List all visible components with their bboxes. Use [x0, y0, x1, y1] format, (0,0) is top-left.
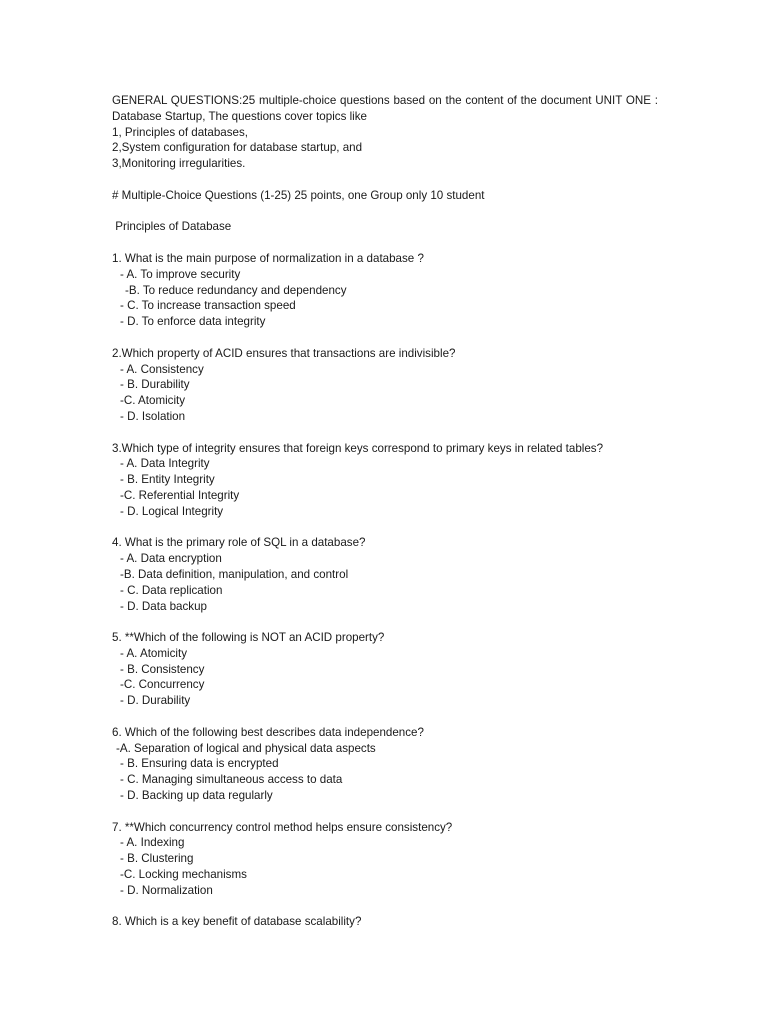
topic-item: 1, Principles of databases, [112, 125, 248, 139]
spacer [112, 330, 658, 346]
answer-option: - C. Data replication [120, 583, 223, 597]
answer-option: -A. Separation of logical and physical data aspects [116, 741, 376, 755]
answer-option: - A. Consistency [120, 362, 204, 376]
spacer [112, 614, 658, 630]
answer-option: - A. Data encryption [120, 552, 222, 566]
question-text: 5. **Which of the following is NOT an ACID property? [112, 631, 385, 645]
spacer [112, 172, 658, 188]
spacer [112, 899, 658, 915]
document-body [112, 93, 658, 930]
topic-item: 2,System configuration for database startup, and [112, 141, 363, 155]
answer-option: - A. Atomicity [120, 646, 188, 660]
answer-option: - A. Indexing [120, 836, 185, 850]
answer-option: - D. Backing up data regularly [120, 789, 273, 803]
answer-option: - D. Durability [120, 694, 191, 708]
answer-option: -C. Referential Integrity [120, 488, 240, 502]
answer-option: -C. Locking mechanisms [120, 868, 247, 882]
answer-option: - A. To improve security [120, 267, 241, 281]
topic-item: 3,Monitoring irregularities. [112, 157, 246, 171]
answer-option: - B. Clustering [120, 852, 194, 866]
question-text: 1. What is the main purpose of normalization in a database ? [112, 251, 424, 265]
answer-option: - B. Entity Integrity [120, 473, 215, 487]
intro-line-1: GENERAL QUESTIONS:25 multiple-choice questions based on the content of the document UNIT ONE : [112, 94, 658, 107]
answer-option: - C. To increase transaction speed [120, 299, 296, 313]
answer-option: - B. Consistency [120, 662, 205, 676]
question-text: 3.Which type of integrity ensures that foreign keys correspond to primary keys in related tables? [112, 441, 604, 455]
spacer [112, 804, 658, 820]
spacer [112, 425, 658, 441]
spacer [112, 235, 658, 251]
answer-option: - D. To enforce data integrity [120, 315, 266, 329]
answer-option: - D. Isolation [120, 409, 186, 423]
question-text: 6. Which of the following best describes data independence? [112, 725, 424, 739]
question-text: 8. Which is a key benefit of database scalability? [112, 915, 362, 929]
spacer [112, 709, 658, 725]
question-text: 2.Which property of ACID ensures that transactions are indivisible? [112, 346, 456, 360]
spacer [112, 520, 658, 536]
question-text: 7. **Which concurrency control method helps ensure consistency? [112, 820, 453, 834]
answer-option: - D. Logical Integrity [120, 504, 224, 518]
section-heading: # Multiple-Choice Questions (1-25) 25 points, one Group only 10 student [112, 188, 485, 202]
section-title: Principles of Database [112, 220, 232, 234]
answer-option: -C. Atomicity [120, 394, 186, 408]
answer-option: - B. Durability [120, 378, 190, 392]
answer-option: - B. Ensuring data is encrypted [120, 757, 279, 771]
answer-option: - D. Data backup [120, 599, 207, 613]
answer-option: -C. Concurrency [120, 678, 205, 692]
question-text: 4. What is the primary role of SQL in a database? [112, 536, 366, 550]
answer-option: - A. Data Integrity [120, 457, 210, 471]
answer-option: -B. Data definition, manipulation, and control [120, 567, 349, 581]
answer-option: -B. To reduce redundancy and dependency [125, 283, 347, 297]
intro-line-2: Database Startup, The questions cover topics like [112, 109, 367, 123]
answer-option: - C. Managing simultaneous access to data [120, 773, 343, 787]
answer-option: - D. Normalization [120, 883, 213, 897]
spacer [112, 204, 658, 220]
